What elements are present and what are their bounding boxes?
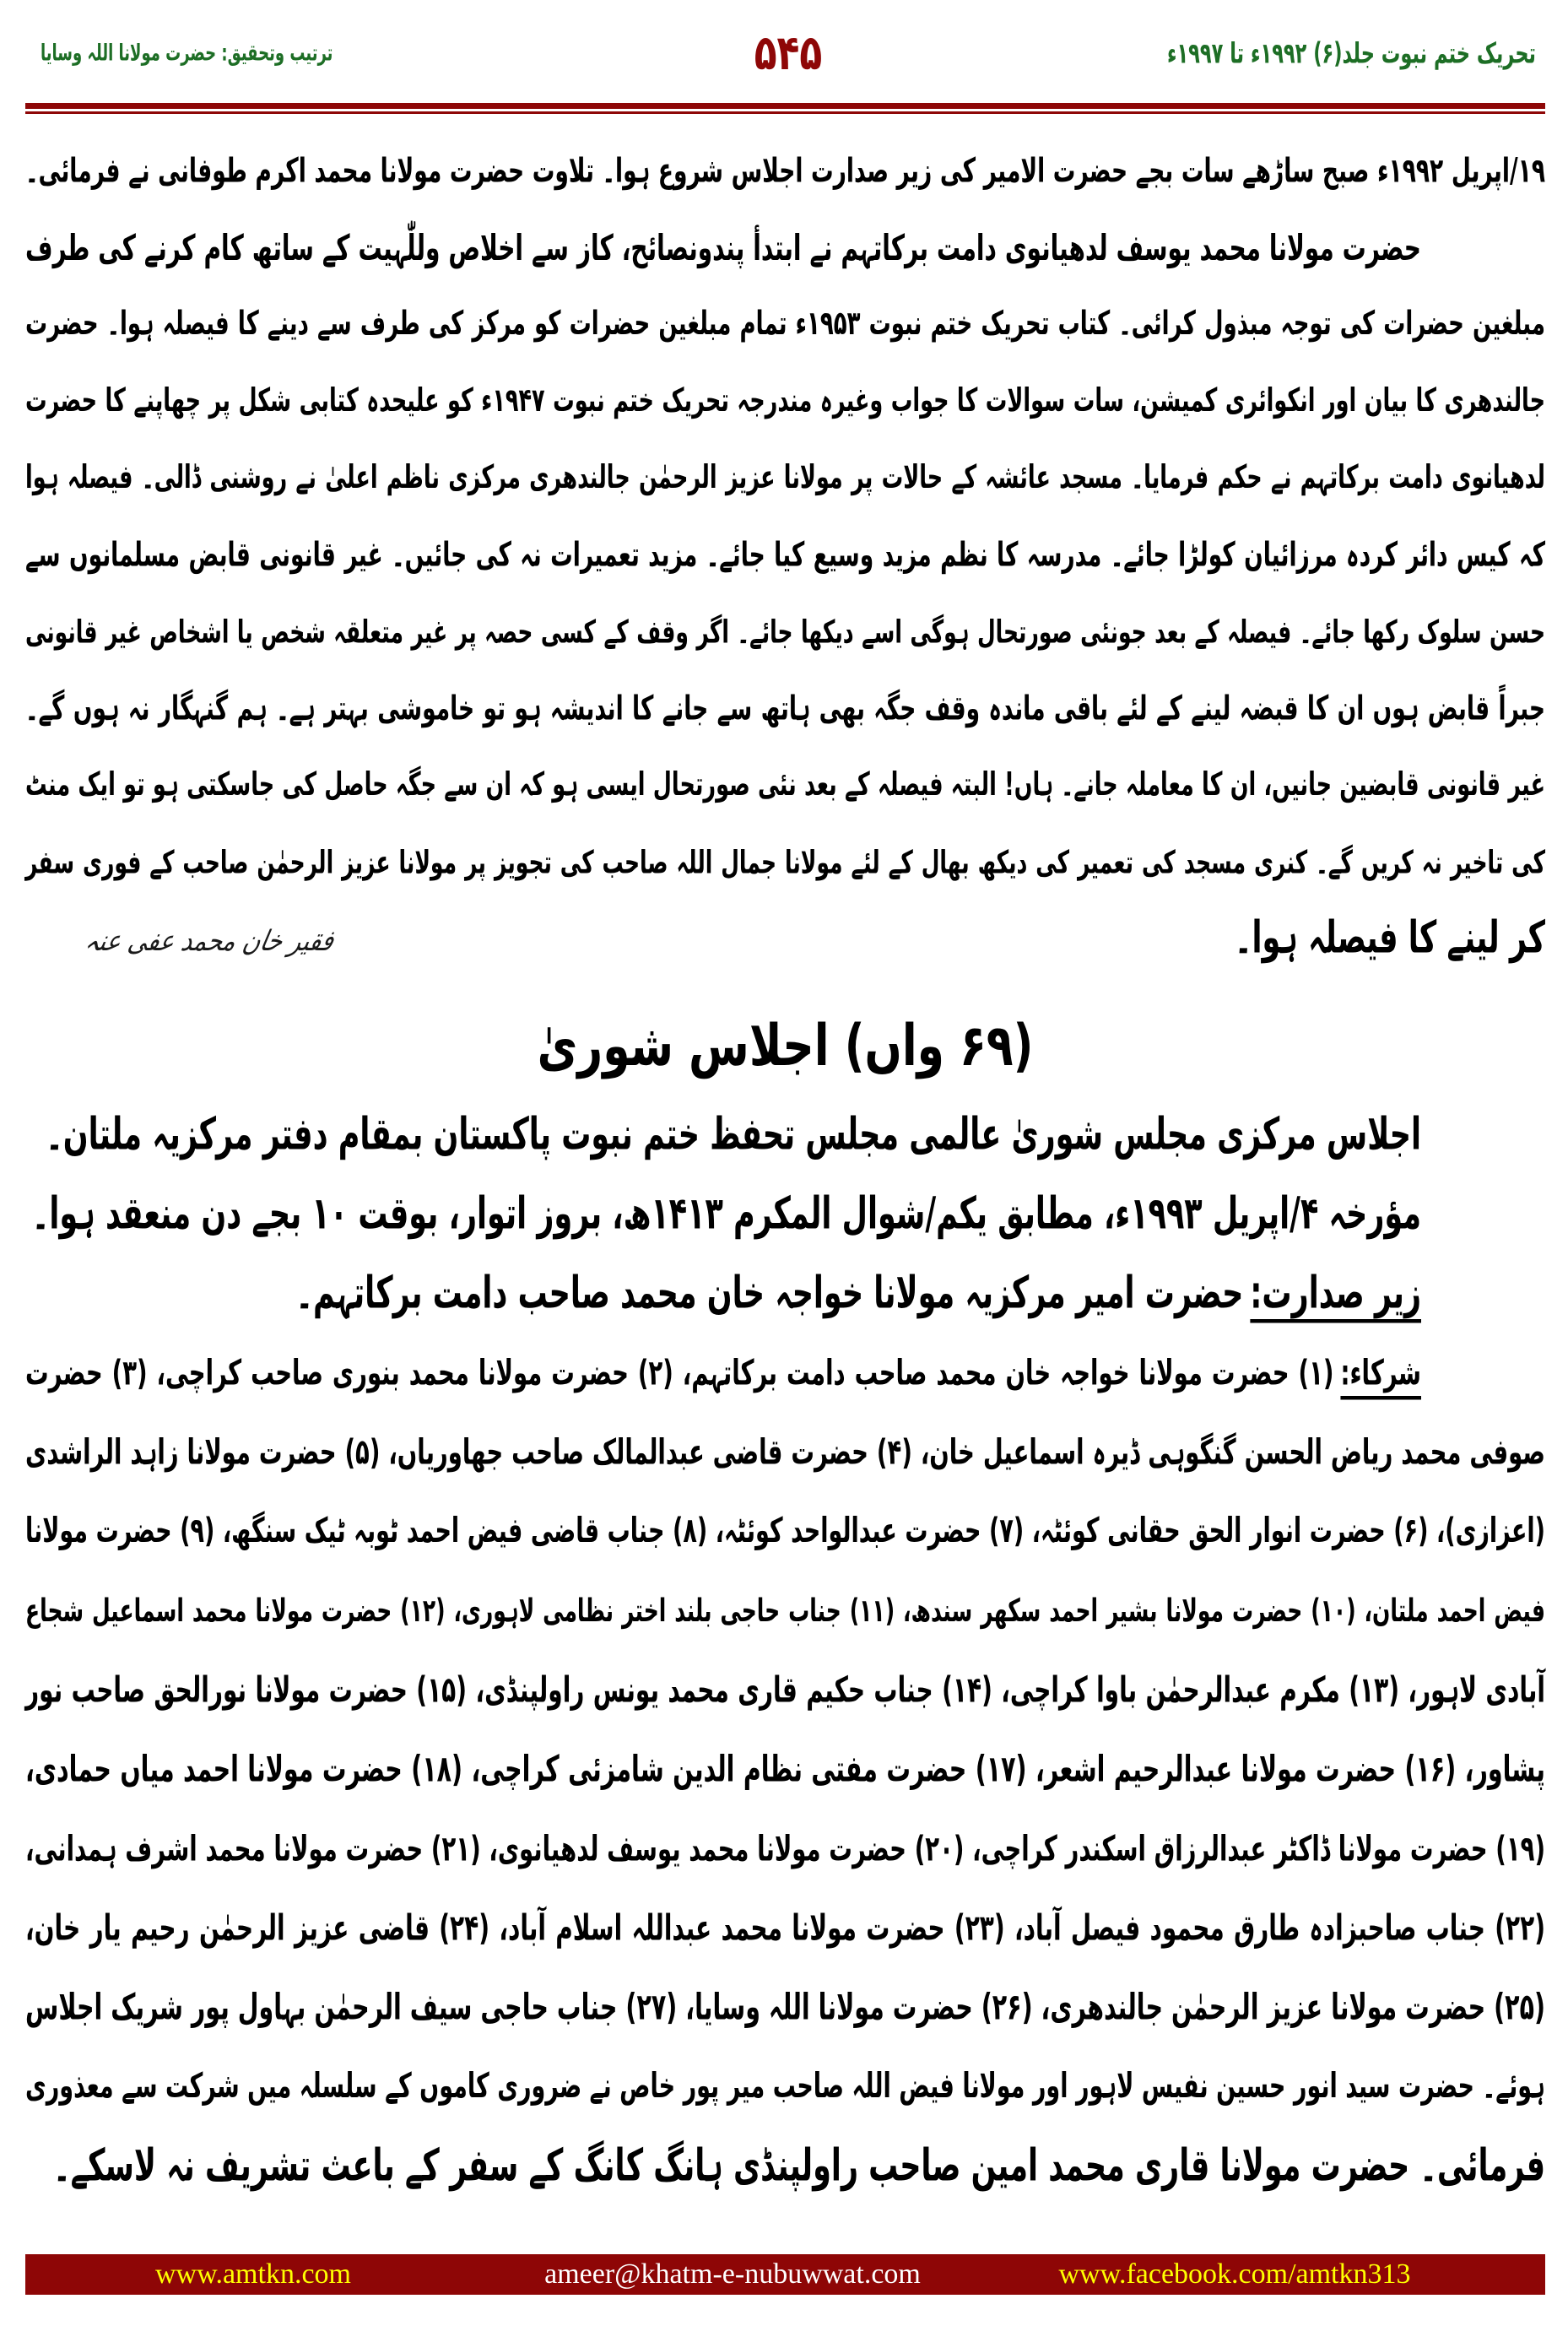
- meeting-68-proceedings: [25, 133, 1545, 977]
- line-text: جبراً قابض ہوں ان کا قبضہ لینے کے لئے باقی ماندہ وقف جگہ بھی ہاتھ سے جانے کا اندیشہ ہو تو خاموشی بہتر ہے۔ ہم گنہگار نہ ہوں گے۔: [25, 689, 1545, 728]
- text-line-last: [25, 2107, 1545, 2226]
- line-text: کر لینے کا فیصلہ ہوا۔: [1234, 912, 1545, 964]
- line-text: (۲۲) جناب صاحبزادہ طارق محمود فیصل آباد، (۲۳) حضرت مولانا محمد عبداللہ اسلام آباد، (۲۴) قاضی عزیز الرحمٰن رحیم یار خان،: [25, 1907, 1546, 1949]
- compiler-credit-header: ترتیب وتحقیق: حضرت مولانا اللہ وسایا: [41, 40, 333, 67]
- line-text: فرمائی۔ حضرت مولانا قاری محمد امین صاحب راولپنڈی ہانگ کانگ کے سفر کے باعث تشریف نہ لاسکے۔: [53, 2141, 1545, 2192]
- header-divider-thick: [25, 103, 1545, 109]
- line-text: اجلاس مرکزی مجلس شوریٰ عالمی مجلس تحفظ ختم نبوت پاکستان بمقام دفتر مرکزیہ ملتان۔: [46, 1110, 1421, 1160]
- book-title-header: تحریک ختم نبوت جلد(۶) ۱۹۹۲ء تا ۱۹۹۷ء: [1166, 37, 1536, 71]
- footer-bar: [25, 2254, 1545, 2295]
- page-number: ۵۴۵: [754, 25, 823, 82]
- meeting-69-proceedings: [25, 1095, 1545, 2206]
- line-text: پشاور، (۱۶) حضرت مولانا عبدالرحیم اشعر، (۱۷) حضرت مفتی نظام الدین شامزئی کراچی، (۱۸) حضرت مولانا احمد میاں حمادی،: [25, 1748, 1545, 1790]
- line-text: فیض احمد ملتان، (۱۰) حضرت مولانا بشیر احمد سکھر سندھ، (۱۱) جناب حاجی بلند اختر نظامی لاہوری، (۱۲) حضرت مولانا محمد اسماعیل شجاع: [25, 1592, 1545, 1629]
- line-text: (اعزازی)، (۶) حضرت انوار الحق حقانی کوئٹہ، (۷) حضرت عبدالواحد کوئٹہ، (۸) جناب قاضی فیض احمد ٹوبہ ٹیک سنگھ، (۹) حضرت مولانا: [25, 1512, 1545, 1551]
- line-text: غیر قانونی قابضین جانیں، ان کا معاملہ جانے۔ ہاں! البتہ فیصلہ کے بعد نئی صورتحال ایسی ہو کہ ان سے جگہ حاصل کی جاسکتی ہو تو ایک منٹ: [25, 765, 1545, 804]
- presided-label: زیر صدارت:: [1250, 1268, 1421, 1319]
- line-text: (۱۹) حضرت مولانا ڈاکٹر عبدالرزاق اسکندر کراچی، (۲۰) حضرت مولانا محمد یوسف لدھیانوی، (۲۱) حضرت مولانا محمد اشرف ہمدانی،: [25, 1829, 1546, 1869]
- website-link[interactable]: www.amtkn.com: [155, 2258, 351, 2290]
- line-text: (۱) حضرت مولانا خواجہ خان محمد صاحب دامت برکاتہم، (۲) حضرت مولانا محمد بنوری صاحب کراچی، (۳) حضرت: [25, 1353, 1334, 1393]
- line-text: ۱۹/اپریل ۱۹۹۲ء صبح ساڑھے سات بجے حضرت الامیر کی زیر صدارت اجلاس شروع ہوا۔ تلاوت حضرت مولانا محمد اکرم طوفانی نے فرمائی۔: [25, 151, 1545, 191]
- line-text: آبادی لاہور، (۱۳) مکرم عبدالرحمٰن باوا کراچی، (۱۴) جناب حکیم قاری محمد یونس راولپنڈی، (۱۵) حضرت مولانا نورالحق صاحب نور: [25, 1669, 1545, 1711]
- line-text: مبلغین حضرات کی توجہ مبذول کرائی۔ کتاب تحریک ختم نبوت ۱۹۵۳ء تمام مبلغین حضرات کو مرکز کی طرف سے دینے کا فیصلہ ہوا۔ حضرت: [25, 305, 1545, 343]
- handwritten-signature: فقیر خان محمد عفی عنہ: [82, 923, 338, 958]
- line-text: ہوئے۔ حضرت سید انور حسین نفیس لاہور اور مولانا فیض اللہ صاحب میر پور خاص نے ضروری کاموں کے سلسلہ میں شرکت سے معذوری: [25, 2067, 1545, 2107]
- line-text: کی تاخیر نہ کریں گے۔ کنری مسجد کی تعمیر کی دیکھ بھال کے لئے مولانا جمال اللہ صاحب کی تجویز پر مولانا عزیز الرحمٰن صاحب کے فوری سفر: [25, 843, 1545, 881]
- line-text: حضرت مولانا محمد یوسف لدھیانوی دامت برکاتہم نے ابتدأ پندونصائح، کاز سے اخلاص وللّٰہیت کے ساتھ کام کرنے کی طرف: [25, 226, 1421, 269]
- line-text: حسن سلوک رکھا جائے۔ فیصلہ کے بعد جونئی صورتحال ہوگی اسے دیکھا جائے۔ اگر وقف کے کسی حصہ پر غیر متعلقہ شخص یا اشخاص غیر قانونی: [25, 613, 1545, 651]
- line-text: مؤرخہ ۴/اپریل ۱۹۹۳ء، مطابق یکم/شوال المکرم ۱۴۱۳ھ، بروز اتوار، بوقت ۱۰ بجے دن منعقد ہوا۔: [31, 1189, 1421, 1240]
- section-title: (۶۹ واں) اجلاس شوریٰ: [537, 1014, 1034, 1079]
- line-text: لدھیانوی دامت برکاتہم نے حکم فرمایا۔ مسجد عائشہ کے حالات پر مولانا عزیز الرحمٰن جالندھری مرکزی ناظم اعلیٰ نے روشنی ڈالی۔ فیصلہ ہوا: [25, 458, 1545, 497]
- presided-text: حضرت امیر مرکزیہ مولانا خواجہ خان محمد صاحب دامت برکاتہم۔: [295, 1268, 1244, 1319]
- facebook-link[interactable]: www.facebook.com/amtkn313: [1058, 2258, 1411, 2290]
- participants-label: شرکاء:: [1340, 1353, 1421, 1393]
- line-text: صوفی محمد ریاض الحسن گنگوہی ڈیرہ اسماعیل خان، (۴) حضرت قاضی عبدالمالک صاحب جھاوریاں، (۵) حضرت مولانا زاہد الراشدی: [25, 1432, 1545, 1473]
- line-text: کہ کیس دائر کردہ مرزائیان کولڑا جائے۔ مدرسہ کا نظم مزید وسیع کیا جائے۔ مزید تعمیرات نہ کی جائیں۔ غیر قانونی قابض مسلمانوں سے: [25, 535, 1545, 575]
- email-link[interactable]: ameer@khatm-e-nubuwwat.com: [544, 2258, 921, 2290]
- line-text: (۲۵) حضرت مولانا عزیز الرحمٰن جالندھری، (۲۶) حضرت مولانا اللہ وسایا، (۲۷) جناب حاجی سیف الرحمٰن بہاول پور شریک اجلاس: [25, 1986, 1545, 2028]
- line-text: جالندھری کا بیان اور انکوائری کمیشن، سات سوالات کا جواب وغیرہ مندرجہ تحریک ختم نبوت ۱۹۴۷ء کو علیحدہ کتابی شکل پر چھاپنے کا حضرت: [25, 381, 1545, 420]
